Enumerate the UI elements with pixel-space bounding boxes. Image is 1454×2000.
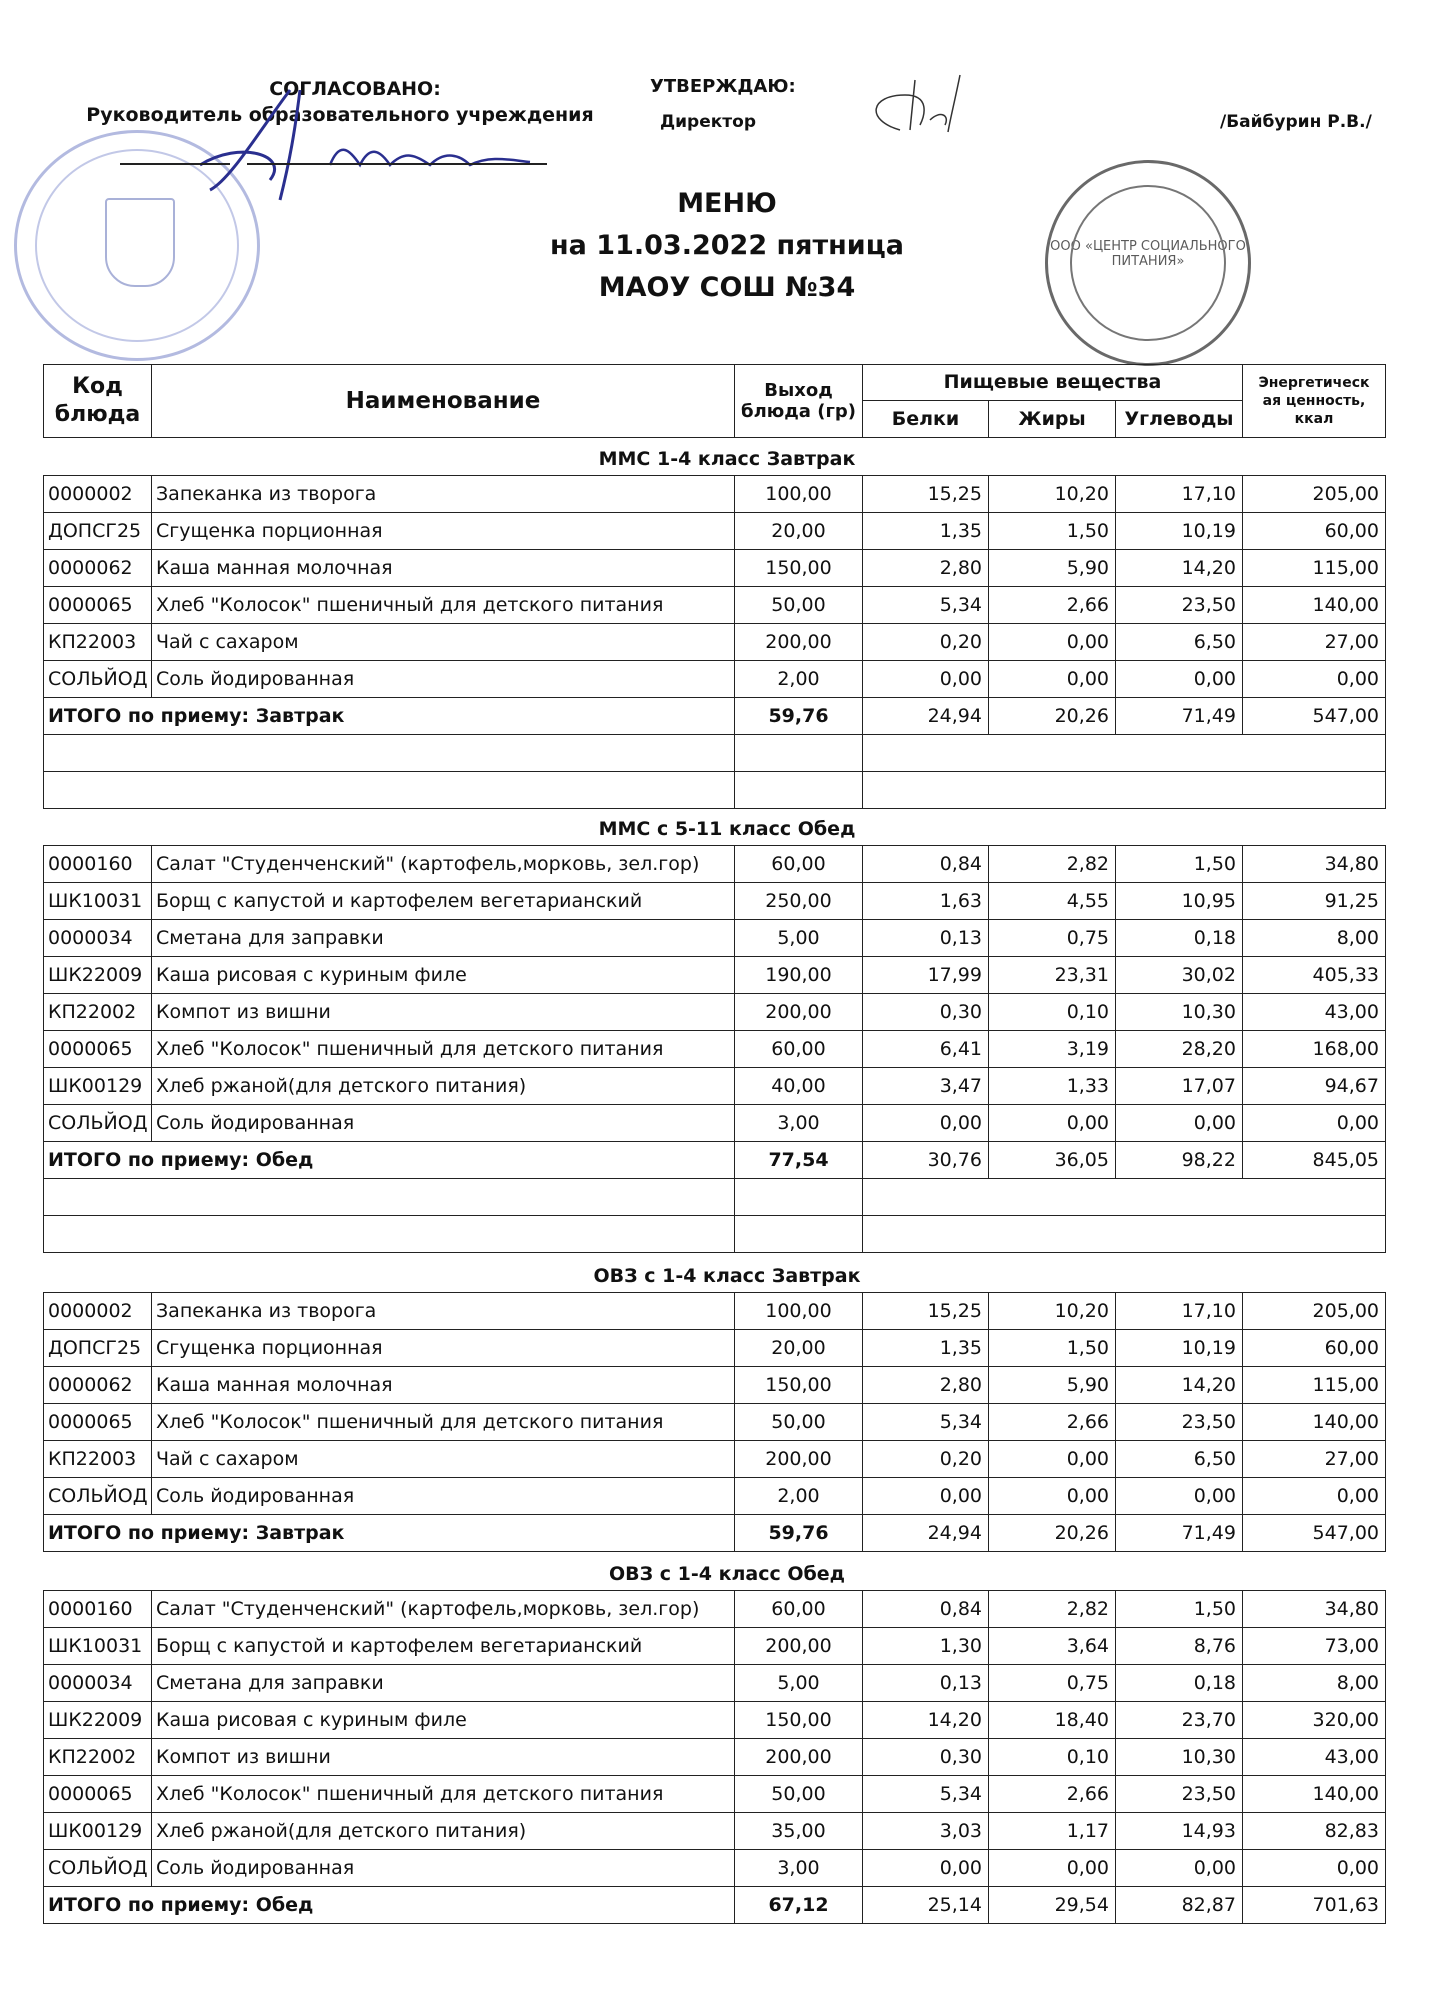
total-label: ИТОГО по приему: Обед (44, 1142, 735, 1179)
dish-carbs: 6,50 (1116, 1441, 1243, 1478)
table-row (44, 1068, 1386, 1105)
dish-name: Сгущенка порционная (152, 513, 735, 550)
dish-name: Каша манная молочная (152, 550, 735, 587)
dish-protein: 15,25 (863, 1293, 989, 1330)
dish-name: Хлеб "Колосок" пшеничный для детского питания (152, 1776, 735, 1813)
col-header-carbs: Углеводы (1116, 401, 1243, 438)
dish-yield: 60,00 (735, 846, 863, 883)
dish-fat: 1,33 (989, 1068, 1116, 1105)
dish-name: Хлеб "Колосок" пшеничный для детского питания (152, 587, 735, 624)
col-header-fat: Жиры (989, 401, 1116, 438)
blank-cell (44, 1179, 735, 1216)
dish-yield: 3,00 (735, 1850, 863, 1887)
dish-carbs: 10,19 (1116, 513, 1243, 550)
col-header-protein: Белки (863, 401, 989, 438)
table-row (44, 1105, 1386, 1142)
dish-energy: 8,00 (1243, 1665, 1386, 1702)
dish-fat: 0,75 (989, 920, 1116, 957)
blank-row (44, 1179, 1386, 1216)
dish-fat: 0,00 (989, 1441, 1116, 1478)
dish-yield: 150,00 (735, 1702, 863, 1739)
approve-role: Директор (660, 112, 756, 132)
dish-yield: 200,00 (735, 1441, 863, 1478)
dish-code: 0000034 (44, 1665, 152, 1702)
dish-carbs: 0,00 (1116, 661, 1243, 698)
dish-name: Каша рисовая с куриным филе (152, 1702, 735, 1739)
section-table (43, 1292, 1386, 1552)
dish-name: Чай с сахаром (152, 1441, 735, 1478)
dish-code: 0000002 (44, 1293, 152, 1330)
dish-carbs: 14,20 (1116, 1367, 1243, 1404)
dish-fat: 1,50 (989, 513, 1116, 550)
dish-protein: 0,00 (863, 1105, 989, 1142)
total-label: ИТОГО по приему: Завтрак (44, 698, 735, 735)
dish-protein: 0,00 (863, 1478, 989, 1515)
table-row (44, 920, 1386, 957)
dish-fat: 2,66 (989, 587, 1116, 624)
dish-carbs: 23,70 (1116, 1702, 1243, 1739)
dish-carbs: 10,95 (1116, 883, 1243, 920)
table-row (44, 883, 1386, 920)
dish-energy: 27,00 (1243, 1441, 1386, 1478)
dish-code: КП22002 (44, 994, 152, 1031)
dish-name: Хлеб ржаной(для детского питания) (152, 1068, 735, 1105)
dish-energy: 0,00 (1243, 1105, 1386, 1142)
dish-code: ШК00129 (44, 1813, 152, 1850)
blank-cell (735, 1216, 863, 1253)
dish-energy: 168,00 (1243, 1031, 1386, 1068)
menu-date: на 11.03.2022 пятница (550, 230, 904, 261)
dish-fat: 1,17 (989, 1813, 1116, 1850)
director-name: /Байбурин Р.В./ (1220, 112, 1372, 132)
dish-yield: 60,00 (735, 1031, 863, 1068)
dish-code: ШК22009 (44, 957, 152, 994)
dish-code: 0000065 (44, 1031, 152, 1068)
total-protein: 25,14 (863, 1887, 989, 1924)
table-row (44, 587, 1386, 624)
table-row (44, 1478, 1386, 1515)
dish-protein: 5,34 (863, 1776, 989, 1813)
dish-yield: 100,00 (735, 1293, 863, 1330)
dish-fat: 2,66 (989, 1776, 1116, 1813)
dish-fat: 0,00 (989, 624, 1116, 661)
dish-fat: 0,10 (989, 1739, 1116, 1776)
dish-energy: 140,00 (1243, 1776, 1386, 1813)
total-row (44, 1515, 1386, 1552)
total-carbs: 71,49 (1116, 1515, 1243, 1552)
dish-fat: 18,40 (989, 1702, 1116, 1739)
dish-energy: 43,00 (1243, 994, 1386, 1031)
dish-carbs: 0,00 (1116, 1850, 1243, 1887)
dish-energy: 34,80 (1243, 1591, 1386, 1628)
dish-carbs: 17,10 (1116, 1293, 1243, 1330)
dish-fat: 0,00 (989, 1105, 1116, 1142)
table-row (44, 1776, 1386, 1813)
total-fat: 36,05 (989, 1142, 1116, 1179)
total-row (44, 1887, 1386, 1924)
blank-cell (863, 1179, 1386, 1216)
dish-energy: 60,00 (1243, 513, 1386, 550)
blank-row (44, 1216, 1386, 1253)
document-title: МЕНЮ (677, 188, 777, 219)
dish-energy: 60,00 (1243, 1330, 1386, 1367)
dish-name: Соль йодированная (152, 1105, 735, 1142)
dish-yield: 5,00 (735, 920, 863, 957)
dish-name: Хлеб "Колосок" пшеничный для детского питания (152, 1031, 735, 1068)
dish-fat: 0,10 (989, 994, 1116, 1031)
table-row (44, 1031, 1386, 1068)
col-header-name: Наименование (152, 365, 735, 438)
dish-carbs: 17,10 (1116, 476, 1243, 513)
dish-yield: 150,00 (735, 550, 863, 587)
col-header-energy: Энергетическ ая ценность, ккал (1243, 365, 1386, 438)
dish-protein: 1,35 (863, 1330, 989, 1367)
dish-fat: 0,00 (989, 1478, 1116, 1515)
dish-code: 0000034 (44, 920, 152, 957)
dish-fat: 2,82 (989, 846, 1116, 883)
dish-carbs: 0,18 (1116, 920, 1243, 957)
dish-protein: 1,35 (863, 513, 989, 550)
section-title: ОВЗ с 1-4 класс Завтрак (593, 1265, 861, 1287)
dish-carbs: 6,50 (1116, 624, 1243, 661)
dish-yield: 5,00 (735, 1665, 863, 1702)
section-table (43, 475, 1386, 809)
dish-carbs: 10,30 (1116, 1739, 1243, 1776)
dish-name: Борщ с капустой и картофелем вегетарианский (152, 1628, 735, 1665)
dish-energy: 320,00 (1243, 1702, 1386, 1739)
dish-energy: 0,00 (1243, 1850, 1386, 1887)
table-row (44, 624, 1386, 661)
dish-protein: 0,00 (863, 661, 989, 698)
dish-code: ШК10031 (44, 1628, 152, 1665)
dish-energy: 0,00 (1243, 1478, 1386, 1515)
total-carbs: 71,49 (1116, 698, 1243, 735)
total-energy: 701,63 (1243, 1887, 1386, 1924)
dish-protein: 0,20 (863, 624, 989, 661)
dish-carbs: 1,50 (1116, 1591, 1243, 1628)
dish-carbs: 14,93 (1116, 1813, 1243, 1850)
dish-yield: 40,00 (735, 1068, 863, 1105)
school-name: МАОУ СОШ №34 (598, 272, 856, 303)
dish-protein: 0,30 (863, 994, 989, 1031)
dish-energy: 82,83 (1243, 1813, 1386, 1850)
total-carbs: 82,87 (1116, 1887, 1243, 1924)
dish-energy: 205,00 (1243, 1293, 1386, 1330)
table-row (44, 994, 1386, 1031)
total-yield: 59,76 (735, 698, 863, 735)
dish-code: КП22003 (44, 1441, 152, 1478)
table-row (44, 550, 1386, 587)
dish-fat: 23,31 (989, 957, 1116, 994)
signature-line-left (120, 163, 230, 165)
dish-name: Хлеб "Колосок" пшеничный для детского питания (152, 1404, 735, 1441)
total-yield: 77,54 (735, 1142, 863, 1179)
dish-carbs: 0,18 (1116, 1665, 1243, 1702)
dish-fat: 4,55 (989, 883, 1116, 920)
table-row (44, 1850, 1386, 1887)
signature-director (860, 70, 1010, 140)
table-row (44, 476, 1386, 513)
col-header-nutrients: Пищевые вещества (863, 365, 1243, 401)
total-row (44, 698, 1386, 735)
dish-protein: 1,30 (863, 1628, 989, 1665)
dish-protein: 5,34 (863, 587, 989, 624)
dish-code: 0000160 (44, 1591, 152, 1628)
total-yield: 67,12 (735, 1887, 863, 1924)
dish-yield: 50,00 (735, 1776, 863, 1813)
blank-row (44, 735, 1386, 772)
dish-carbs: 28,20 (1116, 1031, 1243, 1068)
dish-name: Сметана для заправки (152, 1665, 735, 1702)
dish-energy: 115,00 (1243, 550, 1386, 587)
total-energy: 547,00 (1243, 1515, 1386, 1552)
dish-protein: 0,00 (863, 1850, 989, 1887)
total-protein: 24,94 (863, 698, 989, 735)
blank-cell (863, 772, 1386, 809)
dish-carbs: 8,76 (1116, 1628, 1243, 1665)
dish-protein: 0,30 (863, 1739, 989, 1776)
dish-fat: 10,20 (989, 1293, 1116, 1330)
dish-yield: 200,00 (735, 1628, 863, 1665)
approve-label: УТВЕРЖДАЮ: (650, 76, 796, 97)
dish-name: Каша манная молочная (152, 1367, 735, 1404)
dish-fat: 5,90 (989, 1367, 1116, 1404)
dish-protein: 6,41 (863, 1031, 989, 1068)
section-title: ОВЗ с 1-4 класс Обед (609, 1563, 845, 1585)
dish-carbs: 23,50 (1116, 1404, 1243, 1441)
table-row (44, 957, 1386, 994)
menu-header-table (43, 364, 1386, 438)
dish-protein: 3,47 (863, 1068, 989, 1105)
dish-protein: 5,34 (863, 1404, 989, 1441)
dish-code: ШК22009 (44, 1702, 152, 1739)
dish-carbs: 23,50 (1116, 1776, 1243, 1813)
dish-code: КП22003 (44, 624, 152, 661)
dish-fat: 10,20 (989, 476, 1116, 513)
dish-energy: 94,67 (1243, 1068, 1386, 1105)
blank-cell (44, 1216, 735, 1253)
dish-code: ДОПСГ25 (44, 513, 152, 550)
dish-yield: 3,00 (735, 1105, 863, 1142)
blank-cell (863, 1216, 1386, 1253)
agreed-label: СОГЛАСОВАНО: (269, 78, 441, 100)
dish-energy: 27,00 (1243, 624, 1386, 661)
dish-code: СОЛЬЙОД (44, 1850, 152, 1887)
blank-cell (44, 772, 735, 809)
blank-row (44, 772, 1386, 809)
section-table (43, 1590, 1386, 1924)
total-fat: 20,26 (989, 1515, 1116, 1552)
dish-code: СОЛЬЙОД (44, 661, 152, 698)
dish-name: Салат "Студенченский" (картофель,морковь, зел.гор) (152, 846, 735, 883)
dish-yield: 2,00 (735, 661, 863, 698)
dish-energy: 91,25 (1243, 883, 1386, 920)
section-table (43, 845, 1386, 1253)
dish-protein: 0,84 (863, 846, 989, 883)
table-row (44, 1813, 1386, 1850)
total-protein: 24,94 (863, 1515, 989, 1552)
table-row (44, 1441, 1386, 1478)
section-title: ММС 1-4 класс Завтрак (598, 448, 856, 470)
dish-yield: 50,00 (735, 1404, 863, 1441)
dish-name: Сгущенка порционная (152, 1330, 735, 1367)
dish-name: Чай с сахаром (152, 624, 735, 661)
dish-code: 0000065 (44, 587, 152, 624)
total-energy: 845,05 (1243, 1142, 1386, 1179)
table-row (44, 1404, 1386, 1441)
dish-fat: 0,00 (989, 1850, 1116, 1887)
dish-code: ШК00129 (44, 1068, 152, 1105)
table-row (44, 1330, 1386, 1367)
dish-energy: 0,00 (1243, 661, 1386, 698)
dish-protein: 0,13 (863, 920, 989, 957)
dish-name: Компот из вишни (152, 994, 735, 1031)
table-row (44, 1665, 1386, 1702)
dish-yield: 2,00 (735, 1478, 863, 1515)
dish-yield: 200,00 (735, 1739, 863, 1776)
dish-fat: 2,82 (989, 1591, 1116, 1628)
dish-code: ДОПСГ25 (44, 1330, 152, 1367)
dish-energy: 140,00 (1243, 587, 1386, 624)
dish-code: ШК10031 (44, 883, 152, 920)
dish-fat: 0,00 (989, 661, 1116, 698)
dish-name: Каша рисовая с куриным филе (152, 957, 735, 994)
dish-code: КП22002 (44, 1739, 152, 1776)
col-header-yield: Выход блюда (гр) (735, 365, 863, 438)
col-header-code: Код блюда (44, 365, 152, 438)
total-yield: 59,76 (735, 1515, 863, 1552)
dish-code: 0000065 (44, 1776, 152, 1813)
blank-cell (863, 735, 1386, 772)
dish-carbs: 0,00 (1116, 1105, 1243, 1142)
dish-fat: 2,66 (989, 1404, 1116, 1441)
table-row (44, 846, 1386, 883)
dish-code: СОЛЬЙОД (44, 1105, 152, 1142)
dish-name: Сметана для заправки (152, 920, 735, 957)
dish-name: Соль йодированная (152, 1478, 735, 1515)
dish-carbs: 14,20 (1116, 550, 1243, 587)
dish-carbs: 23,50 (1116, 587, 1243, 624)
table-row (44, 1293, 1386, 1330)
dish-carbs: 0,00 (1116, 1478, 1243, 1515)
dish-name: Салат "Студенченский" (картофель,морковь, зел.гор) (152, 1591, 735, 1628)
blank-cell (735, 772, 863, 809)
dish-energy: 8,00 (1243, 920, 1386, 957)
dish-yield: 250,00 (735, 883, 863, 920)
dish-fat: 3,64 (989, 1628, 1116, 1665)
dish-protein: 0,20 (863, 1441, 989, 1478)
dish-carbs: 30,02 (1116, 957, 1243, 994)
dish-yield: 100,00 (735, 476, 863, 513)
dish-protein: 17,99 (863, 957, 989, 994)
total-label: ИТОГО по приему: Завтрак (44, 1515, 735, 1552)
dish-yield: 150,00 (735, 1367, 863, 1404)
dish-name: Соль йодированная (152, 661, 735, 698)
agreed-role: Руководитель образовательного учреждения (86, 104, 594, 126)
dish-carbs: 1,50 (1116, 846, 1243, 883)
dish-yield: 60,00 (735, 1591, 863, 1628)
total-energy: 547,00 (1243, 698, 1386, 735)
dish-energy: 73,00 (1243, 1628, 1386, 1665)
dish-protein: 15,25 (863, 476, 989, 513)
dish-name: Соль йодированная (152, 1850, 735, 1887)
dish-name: Запеканка из творога (152, 1293, 735, 1330)
dish-protein: 2,80 (863, 1367, 989, 1404)
dish-yield: 200,00 (735, 624, 863, 661)
dish-protein: 0,84 (863, 1591, 989, 1628)
dish-energy: 205,00 (1243, 476, 1386, 513)
dish-fat: 3,19 (989, 1031, 1116, 1068)
section-title: ММС с 5-11 класс Обед (598, 818, 856, 840)
stamp-text: ООО «ЦЕНТР СОЦИАЛЬНОГО ПИТАНИЯ» (1050, 239, 1246, 269)
table-row (44, 1739, 1386, 1776)
dish-name: Запеканка из творога (152, 476, 735, 513)
dish-energy: 34,80 (1243, 846, 1386, 883)
dish-name: Хлеб ржаной(для детского питания) (152, 1813, 735, 1850)
dish-code: СОЛЬЙОД (44, 1478, 152, 1515)
dish-protein: 3,03 (863, 1813, 989, 1850)
dish-name: Компот из вишни (152, 1739, 735, 1776)
dish-yield: 35,00 (735, 1813, 863, 1850)
dish-energy: 140,00 (1243, 1404, 1386, 1441)
dish-yield: 190,00 (735, 957, 863, 994)
total-protein: 30,76 (863, 1142, 989, 1179)
table-row (44, 513, 1386, 550)
total-label: ИТОГО по приему: Обед (44, 1887, 735, 1924)
dish-code: 0000160 (44, 846, 152, 883)
dish-energy: 43,00 (1243, 1739, 1386, 1776)
dish-carbs: 10,19 (1116, 1330, 1243, 1367)
dish-code: 0000002 (44, 476, 152, 513)
dish-yield: 20,00 (735, 1330, 863, 1367)
table-row (44, 1591, 1386, 1628)
dish-fat: 1,50 (989, 1330, 1116, 1367)
dish-fat: 0,75 (989, 1665, 1116, 1702)
dish-energy: 405,33 (1243, 957, 1386, 994)
dish-protein: 14,20 (863, 1702, 989, 1739)
dish-yield: 200,00 (735, 994, 863, 1031)
dish-code: 0000062 (44, 550, 152, 587)
total-fat: 29,54 (989, 1887, 1116, 1924)
dish-carbs: 10,30 (1116, 994, 1243, 1031)
total-carbs: 98,22 (1116, 1142, 1243, 1179)
blank-cell (735, 735, 863, 772)
dish-code: 0000062 (44, 1367, 152, 1404)
blank-cell (44, 735, 735, 772)
dish-protein: 0,13 (863, 1665, 989, 1702)
table-row (44, 1367, 1386, 1404)
total-fat: 20,26 (989, 698, 1116, 735)
total-row (44, 1142, 1386, 1179)
dish-fat: 5,90 (989, 550, 1116, 587)
table-row (44, 1628, 1386, 1665)
dish-yield: 20,00 (735, 513, 863, 550)
dish-protein: 1,63 (863, 883, 989, 920)
dish-yield: 50,00 (735, 587, 863, 624)
dish-code: 0000065 (44, 1404, 152, 1441)
dish-protein: 2,80 (863, 550, 989, 587)
blank-cell (735, 1179, 863, 1216)
table-row (44, 661, 1386, 698)
signature-line-right (247, 163, 547, 165)
table-row (44, 1702, 1386, 1739)
dish-energy: 115,00 (1243, 1367, 1386, 1404)
dish-name: Борщ с капустой и картофелем вегетарианский (152, 883, 735, 920)
dish-carbs: 17,07 (1116, 1068, 1243, 1105)
